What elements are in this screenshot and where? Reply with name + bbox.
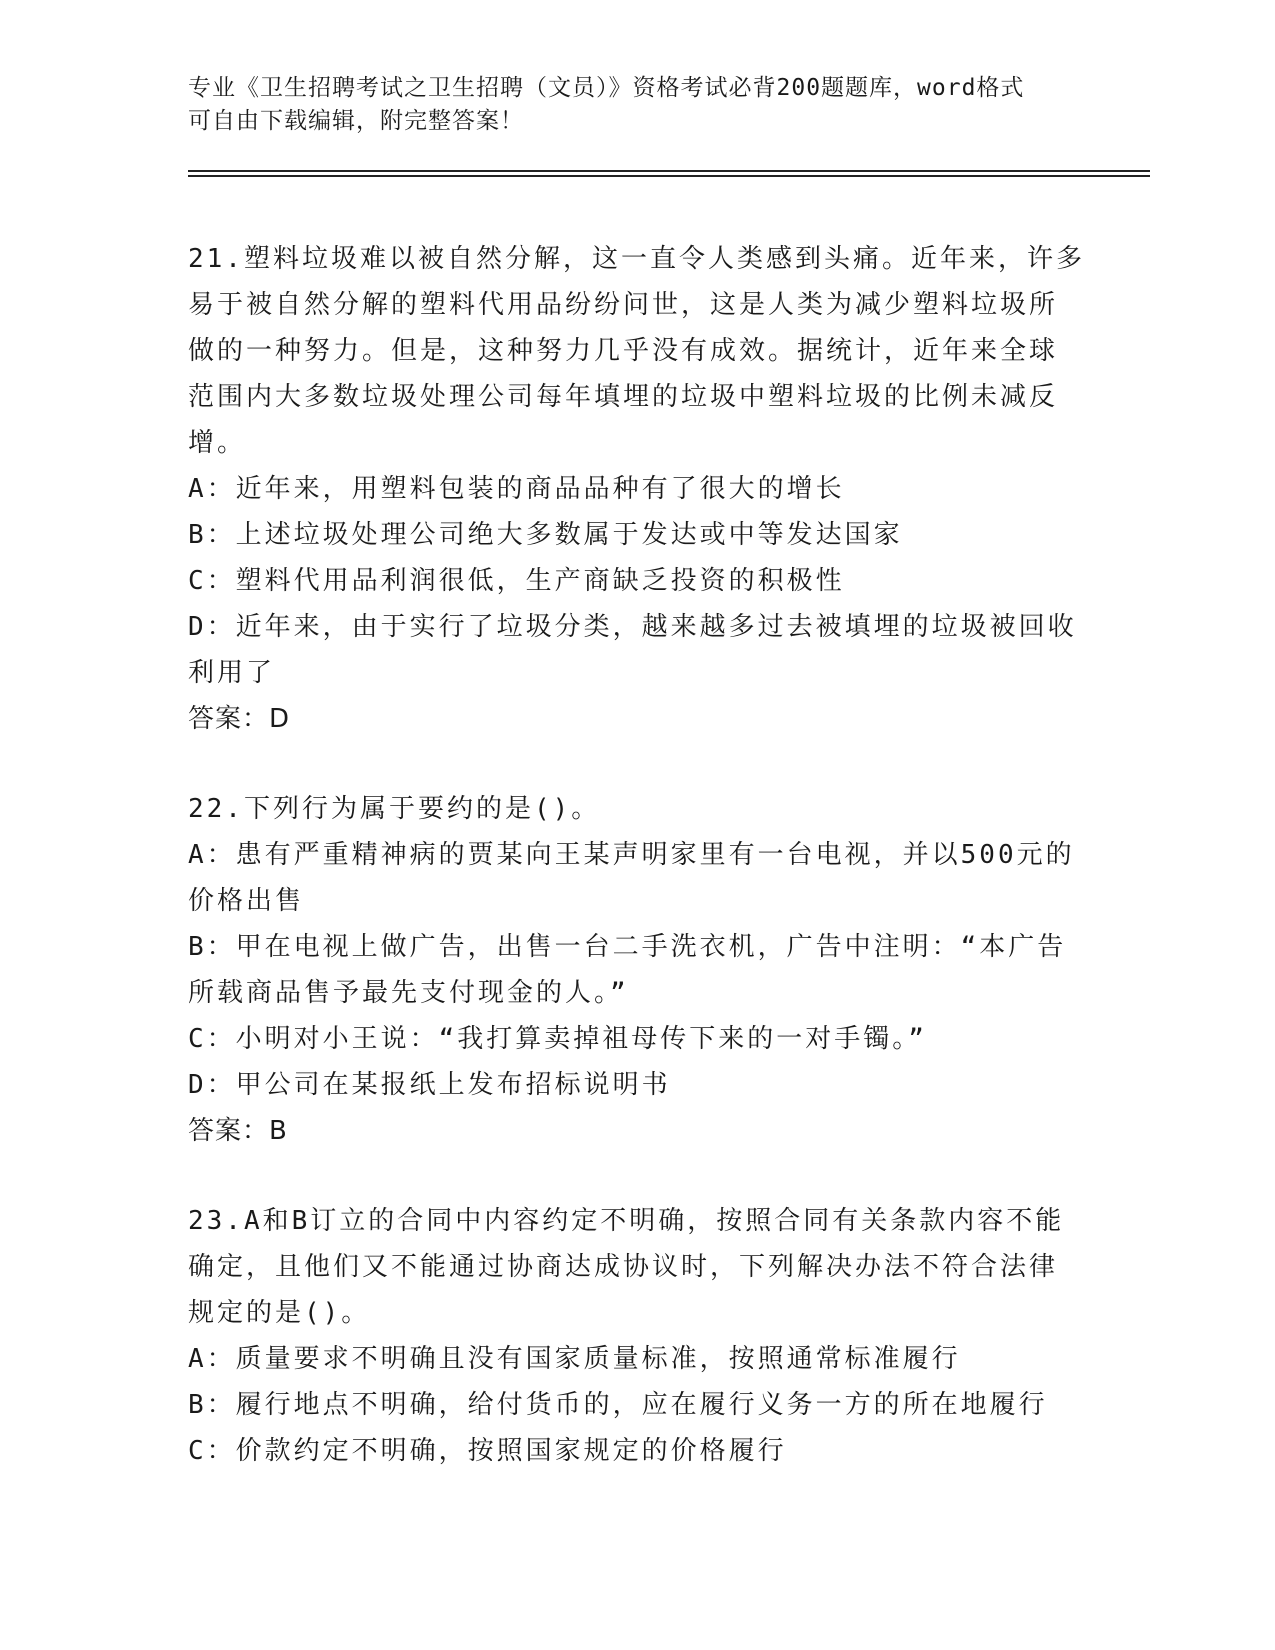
option-b-continued: 所载商品售予最先支付现金的人。”	[188, 978, 629, 1008]
question-stem-line: 确定，且他们又不能通过协商达成协议时，下列解决办法不符合法律	[188, 1252, 1059, 1282]
question-stem-line: 规定的是()。	[188, 1298, 371, 1328]
option-b: B：甲在电视上做广告，出售一台二手洗衣机，广告中注明：“本广告	[188, 932, 1067, 962]
question-23	[188, 1198, 1088, 1474]
option-c: C：小明对小王说：“我打算卖掉祖母传下来的一对手镯。”	[188, 1024, 927, 1054]
header-rule-bottom	[188, 175, 1150, 177]
option-d-continued: 利用了	[188, 658, 276, 688]
question-22	[188, 786, 1088, 1154]
question-stem-line: 增。	[188, 428, 247, 458]
option-b: B：履行地点不明确，给付货币的，应在履行义务一方的所在地履行	[188, 1390, 1048, 1420]
header-line-1: 专业《卫生招聘考试之卫生招聘（文员）》资格考试必背200题题库，word格式	[188, 75, 1025, 101]
option-a: A：患有严重精神病的贾某向王某声明家里有一台电视，并以500元的	[188, 840, 1075, 870]
answer-label: 答案：B	[188, 1116, 288, 1146]
question-stem-line: 22.下列行为属于要约的是()。	[188, 794, 601, 824]
question-21	[188, 236, 1088, 742]
option-a: A：质量要求不明确且没有国家质量标准，按照通常标准履行	[188, 1344, 961, 1374]
option-c: C：价款约定不明确，按照国家规定的价格履行	[188, 1436, 787, 1466]
question-stem-line: 易于被自然分解的塑料代用品纷纷问世，这是人类为减少塑料垃圾所	[188, 290, 1059, 320]
option-c: C：塑料代用品利润很低，生产商缺乏投资的积极性	[188, 566, 845, 596]
answer-label: 答案：D	[188, 704, 291, 734]
question-spacer	[188, 1154, 1088, 1198]
option-d: D：近年来，由于实行了垃圾分类，越来越多过去被填埋的垃圾被回收	[188, 612, 1077, 642]
document-header	[188, 72, 1088, 138]
question-spacer	[188, 742, 1088, 786]
option-a: A：近年来，用塑料包装的商品品种有了很大的增长	[188, 474, 845, 504]
option-b: B：上述垃圾处理公司绝大多数属于发达或中等发达国家	[188, 520, 903, 550]
option-a-continued: 价格出售	[188, 886, 305, 916]
question-stem-line: 做的一种努力。但是，这种努力几乎没有成效。据统计，近年来全球	[188, 336, 1059, 366]
option-d: D：甲公司在某报纸上发布招标说明书	[188, 1070, 671, 1100]
question-stem-line: 23.A和B订立的合同中内容约定不明确，按照合同有关条款内容不能	[188, 1206, 1065, 1236]
header-rule-top	[188, 170, 1150, 172]
question-stem-line: 范围内大多数垃圾处理公司每年填埋的垃圾中塑料垃圾的比例未减反	[188, 382, 1059, 412]
question-stem-line: 21.塑料垃圾难以被自然分解，这一直令人类感到头痛。近年来，许多	[188, 244, 1085, 274]
question-list	[188, 236, 1088, 1474]
header-line-2: 可自由下载编辑，附完整答案！	[188, 108, 524, 134]
